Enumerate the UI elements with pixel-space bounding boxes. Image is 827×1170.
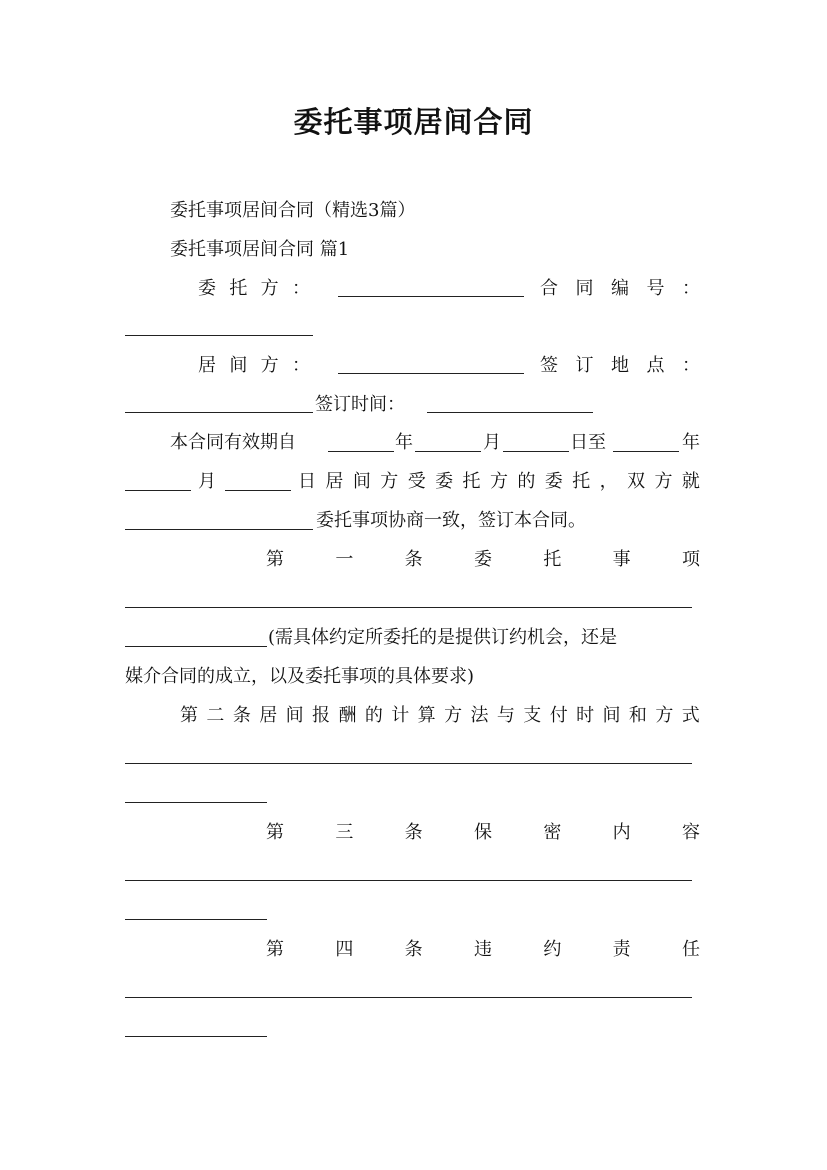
matter-blank bbox=[125, 529, 313, 530]
heading-char: 报 bbox=[312, 705, 331, 726]
article-4-blank-2 bbox=[125, 1036, 267, 1037]
heading-char: 条 bbox=[232, 705, 251, 726]
document-title: 委托事项居间合同 bbox=[293, 105, 534, 139]
broker-blank bbox=[338, 373, 524, 374]
sign-place-char: 签 bbox=[540, 355, 558, 376]
validity-day-blank bbox=[503, 451, 569, 452]
sign-place-char: 点 bbox=[646, 355, 665, 376]
article-1-blank bbox=[125, 607, 692, 608]
heading-char: 条 bbox=[404, 549, 423, 570]
heading-char: 第 bbox=[180, 705, 198, 726]
article-1-blank-2 bbox=[125, 646, 267, 647]
contract-no-char: ： bbox=[682, 278, 700, 299]
heading-char: 第 bbox=[266, 822, 284, 843]
heading-char: 第 bbox=[266, 939, 284, 960]
heading-char: 酬 bbox=[338, 705, 357, 726]
sign-time-blank bbox=[427, 412, 593, 413]
heading-char: 违 bbox=[473, 939, 492, 960]
text-char: 的 bbox=[517, 471, 536, 492]
heading-char: 方 bbox=[444, 705, 463, 726]
heading-char: 保 bbox=[473, 822, 492, 843]
heading-char: 式 bbox=[681, 705, 700, 726]
heading-char: 委 bbox=[473, 549, 492, 570]
heading-char: 条 bbox=[404, 939, 423, 960]
heading-char: 约 bbox=[543, 939, 562, 960]
text-char: 方 bbox=[380, 471, 399, 492]
sign-time-label: 签订时间： bbox=[315, 394, 405, 415]
text-char: 居 bbox=[325, 471, 344, 492]
text-char: 受 bbox=[407, 471, 426, 492]
text-char: 委 bbox=[435, 471, 454, 492]
text-char: 托 bbox=[572, 471, 591, 492]
client-blank bbox=[338, 296, 524, 297]
heading-char: 托 bbox=[543, 549, 562, 570]
sign-place-label bbox=[540, 355, 700, 377]
heading-char: 任 bbox=[681, 939, 700, 960]
heading-char: 方 bbox=[655, 705, 674, 726]
intro-line: 委托事项居间合同（精选3篇） bbox=[170, 200, 416, 221]
validity-end-year-blank bbox=[613, 451, 679, 452]
heading-char: 条 bbox=[404, 822, 423, 843]
text-char: 双 bbox=[627, 471, 646, 492]
heading-char: 时 bbox=[576, 705, 595, 726]
heading-char: 计 bbox=[391, 705, 410, 726]
heading-char: 内 bbox=[612, 822, 631, 843]
validity-day-to: 日至 bbox=[570, 432, 606, 453]
heading-char: 责 bbox=[612, 939, 631, 960]
heading-char: 第 bbox=[266, 549, 284, 570]
heading-char: 法 bbox=[470, 705, 489, 726]
heading-char: 算 bbox=[417, 705, 436, 726]
text-char: 委 bbox=[544, 471, 563, 492]
text-char: ， bbox=[599, 471, 618, 492]
sign-place-char: ： bbox=[682, 355, 700, 376]
article-3-blank-2 bbox=[125, 919, 267, 920]
contract-no-char: 合 bbox=[540, 278, 558, 299]
validity-year-blank bbox=[328, 451, 394, 452]
sign-place-char: 地 bbox=[611, 355, 629, 376]
client-label bbox=[198, 278, 310, 300]
client-label-char: 托 bbox=[229, 278, 248, 299]
validity-month: 月 bbox=[483, 432, 501, 453]
contract-no-char: 号 bbox=[646, 278, 665, 299]
contract-no-char: 编 bbox=[611, 278, 629, 299]
article-2-blank bbox=[125, 763, 692, 764]
client-label-char: 委 bbox=[198, 278, 216, 299]
text-char: 间 bbox=[352, 471, 371, 492]
heading-char: 密 bbox=[543, 822, 562, 843]
article-1-heading bbox=[266, 549, 700, 571]
heading-char: 居 bbox=[259, 705, 278, 726]
article-1-note-2: 媒介合同的成立，以及委托事项的具体要求) bbox=[125, 666, 475, 687]
article-4-heading bbox=[266, 939, 700, 961]
heading-char: 的 bbox=[364, 705, 383, 726]
article-3-heading bbox=[266, 822, 700, 844]
heading-char: 三 bbox=[335, 822, 354, 843]
article-3-blank bbox=[125, 880, 692, 881]
text-char: 方 bbox=[489, 471, 508, 492]
client-label-char: ： bbox=[291, 278, 310, 299]
article-1-note-1: (需具体约定所委托的是提供订约机会，还是 bbox=[268, 627, 618, 648]
text-char: 就 bbox=[681, 471, 700, 492]
heading-char: 支 bbox=[523, 705, 542, 726]
contract-no-char: 同 bbox=[575, 278, 594, 299]
broker-label-char: ： bbox=[291, 355, 310, 376]
client-label-char: 方 bbox=[260, 278, 279, 299]
validity-end-year: 年 bbox=[682, 432, 700, 453]
broker-accept-text bbox=[298, 471, 700, 493]
heading-char: 四 bbox=[335, 939, 354, 960]
heading-char: 项 bbox=[681, 549, 700, 570]
consensus-line: 委托事项协商一致，签订本合同。 bbox=[316, 510, 586, 531]
end-month-blank bbox=[125, 490, 191, 491]
heading-char: 付 bbox=[549, 705, 568, 726]
heading-char: 间 bbox=[285, 705, 304, 726]
validity-start: 本合同有效期自 bbox=[170, 432, 296, 453]
text-char: 托 bbox=[462, 471, 481, 492]
text-char: 日 bbox=[298, 471, 316, 492]
text-char: 方 bbox=[654, 471, 673, 492]
end-month: 月 bbox=[198, 471, 216, 492]
article-4-blank bbox=[125, 997, 692, 998]
sign-place-blank bbox=[125, 412, 313, 413]
heading-char: 事 bbox=[612, 549, 631, 570]
sign-place-char: 订 bbox=[575, 355, 594, 376]
heading-char: 与 bbox=[496, 705, 515, 726]
heading-char: 一 bbox=[335, 549, 354, 570]
heading-char: 二 bbox=[206, 705, 225, 726]
contract-no-label bbox=[540, 278, 700, 300]
broker-label-char: 间 bbox=[229, 355, 248, 376]
validity-year: 年 bbox=[395, 432, 413, 453]
article-2-heading bbox=[180, 705, 700, 727]
contract-no-blank bbox=[125, 335, 313, 336]
end-day-blank bbox=[225, 490, 291, 491]
broker-label-char: 方 bbox=[260, 355, 279, 376]
section-heading: 委托事项居间合同 篇1 bbox=[170, 239, 350, 260]
article-2-blank-2 bbox=[125, 802, 267, 803]
broker-label-char: 居 bbox=[198, 355, 216, 376]
validity-month-blank bbox=[415, 451, 481, 452]
heading-char: 和 bbox=[628, 705, 647, 726]
heading-char: 间 bbox=[602, 705, 621, 726]
heading-char: 容 bbox=[681, 822, 700, 843]
broker-label bbox=[198, 355, 310, 377]
